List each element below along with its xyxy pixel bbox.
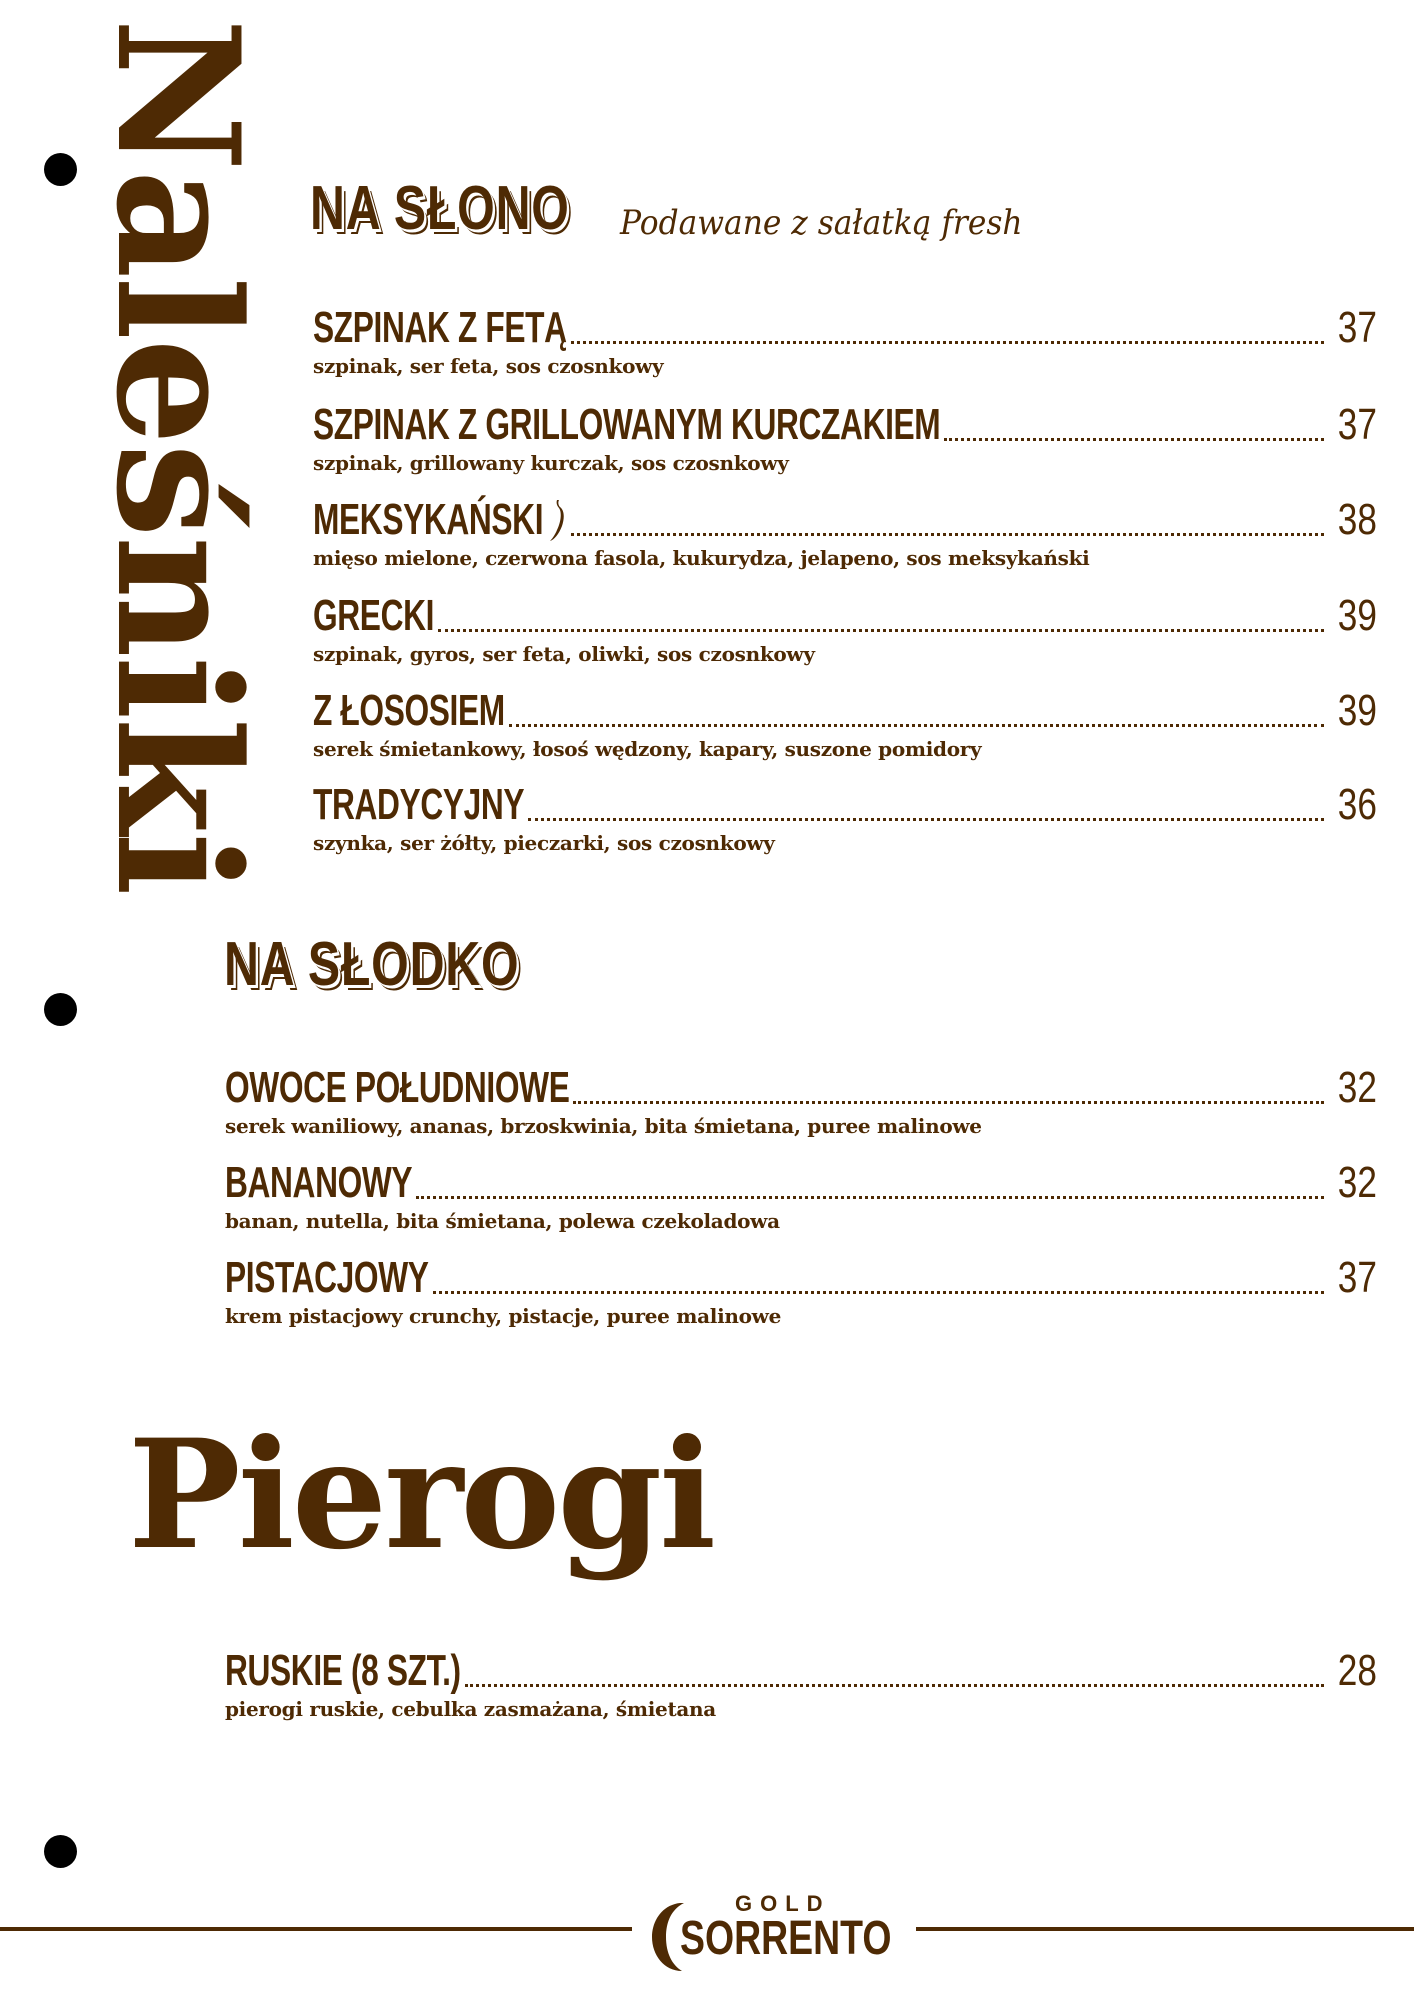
item-name: SZPINAK Z FETĄ: [313, 303, 567, 352]
item-name: BANANOWY: [225, 1158, 413, 1207]
item-description: serek waniliowy, ananas, brzoskwinia, bita śmietana, puree malinowe: [225, 1114, 982, 1138]
item-name: RUSKIE (8 SZT.): [225, 1646, 461, 1695]
item-price: 28: [1337, 1646, 1377, 1695]
item-price: 38: [1337, 495, 1377, 544]
item-description: szpinak, ser feta, sos czosnkowy: [313, 354, 664, 378]
item-description: szpinak, grillowany kurczak, sos czosnkowy: [313, 451, 789, 475]
item-description: szynka, ser żółty, pieczarki, sos czosnkowy: [313, 831, 775, 855]
item-name: PISTACJOWY: [225, 1253, 429, 1302]
dotted-leader: [944, 438, 1324, 441]
menu-item: [225, 1060, 1377, 1138]
item-description: mięso mielone, czerwona fasola, kukurydza, jelapeno, sos meksykański: [313, 546, 1090, 570]
binder-hole-bottom: [44, 1835, 77, 1868]
item-name: Z ŁOSOSIEM: [313, 686, 505, 735]
item-price: 36: [1337, 780, 1377, 829]
item-price: 32: [1337, 1158, 1377, 1207]
dotted-leader: [416, 1196, 1324, 1199]
menu-item: [225, 1155, 1377, 1233]
logo-sorrento-text: SORRENTO: [680, 1912, 892, 1965]
section-subtitle-slone: Podawane z sałatką fresh: [620, 203, 1023, 243]
dotted-leader: [438, 629, 1324, 632]
item-price: 39: [1337, 686, 1377, 735]
menu-item: [225, 1250, 1377, 1328]
vertical-title-nalesniki: Naleśniki: [79, 18, 277, 894]
item-name: SZPINAK Z GRILLOWANYM KURCZAKIEM: [313, 400, 941, 449]
dotted-leader: [509, 724, 1324, 727]
section-heading-slone: NA SŁONO: [310, 174, 570, 243]
item-description: banan, nutella, bita śmietana, polewa czekoladowa: [225, 1209, 780, 1233]
section-heading-pierogi: Pierogi: [128, 1407, 714, 1583]
dotted-leader: [528, 818, 1324, 821]
menu-item: [313, 588, 1377, 666]
menu-item: [225, 1643, 1377, 1721]
dotted-leader: [433, 1291, 1325, 1294]
dotted-leader: [465, 1684, 1324, 1687]
item-price: 37: [1337, 303, 1377, 352]
dotted-leader: [571, 533, 1324, 536]
item-description: krem pistacjowy crunchy, pistacje, puree malinowe: [225, 1304, 782, 1328]
item-price: 37: [1337, 400, 1377, 449]
dotted-leader: [571, 341, 1324, 344]
item-name: GRECKI: [313, 591, 435, 640]
chili-pepper-icon: [549, 498, 565, 542]
item-name: TRADYCYJNY: [313, 780, 525, 829]
item-name: OWOCE POŁUDNIOWE: [225, 1063, 570, 1112]
item-price: 39: [1337, 591, 1377, 640]
item-description: szpinak, gyros, ser feta, oliwki, sos czosnkowy: [313, 642, 815, 666]
item-price: 37: [1337, 1253, 1377, 1302]
dotted-leader: [573, 1101, 1324, 1104]
logo-gold-text: GOLD: [735, 1891, 831, 1916]
footer-divider-left: [0, 1927, 632, 1931]
item-description: pierogi ruskie, cebulka zasmażana, śmietana: [225, 1697, 716, 1721]
brand-logo: [650, 1893, 895, 1973]
menu-item: [313, 492, 1377, 570]
binder-hole-middle: [44, 993, 77, 1026]
item-description: serek śmietankowy, łosoś wędzony, kapary, suszone pomidory: [313, 737, 982, 761]
menu-item: [313, 397, 1377, 475]
item-name: MEKSYKAŃSKI: [313, 495, 544, 544]
menu-item: [313, 300, 1377, 378]
item-price: 32: [1337, 1063, 1377, 1112]
menu-item: [313, 777, 1377, 855]
footer-divider-right: [916, 1927, 1414, 1931]
menu-item: [313, 683, 1377, 761]
section-heading-slodkie: NA SŁODKO: [224, 930, 520, 999]
binder-hole-top: [44, 153, 77, 186]
